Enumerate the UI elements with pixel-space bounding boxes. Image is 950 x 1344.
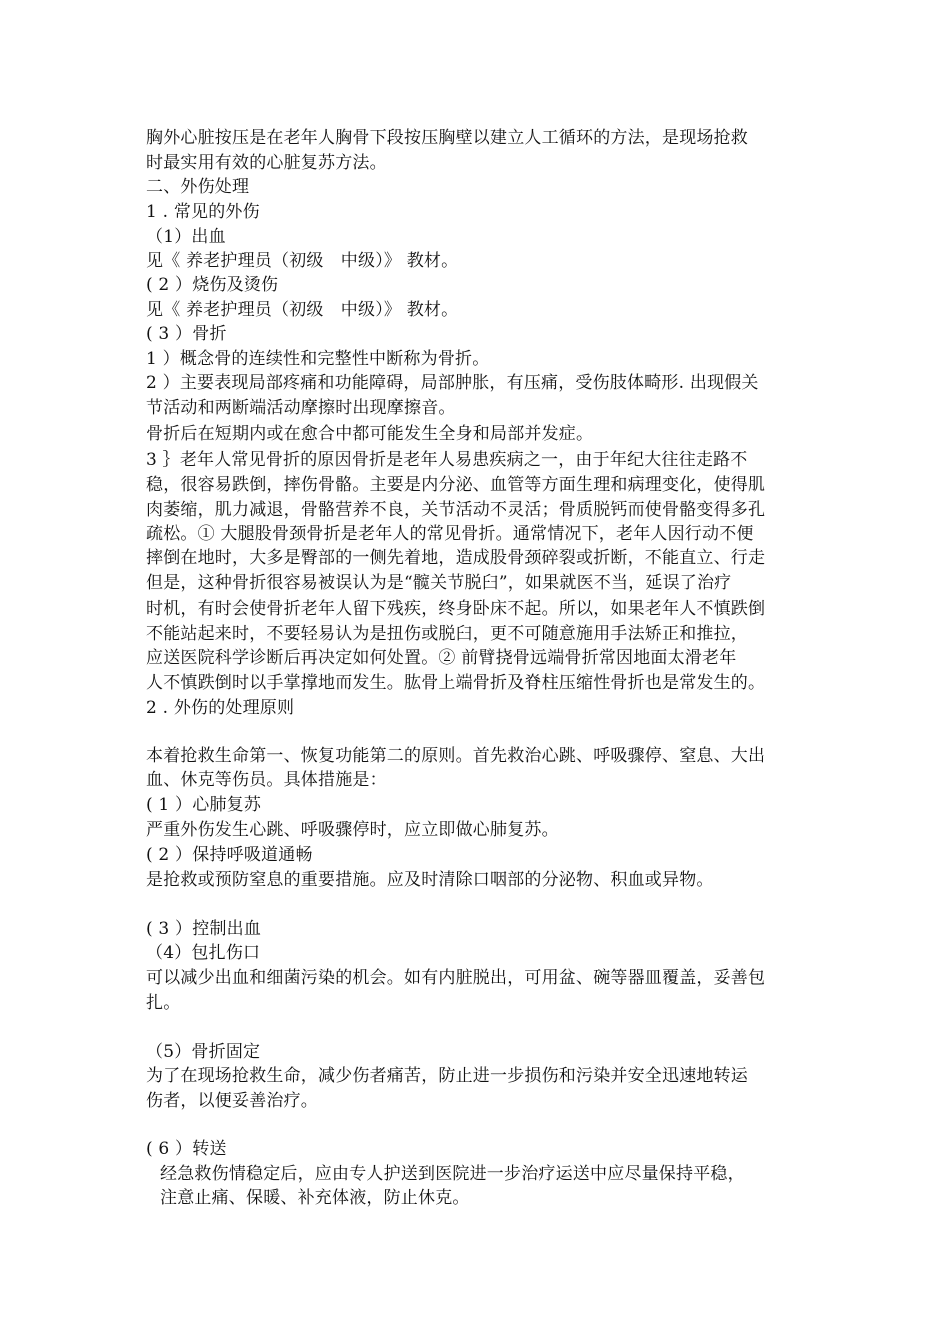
text-line: 肉萎缩，肌力减退，骨骼营养不良，关节活动不灵活；骨质脱钙而使骨骼变得多孔: [146, 500, 766, 520]
item-heading: ( 2 ）保持呼吸道通畅: [146, 845, 313, 865]
text-line: 疏松。① 大腿股骨颈骨折是老年人的常见骨折。通常情况下，老年人因行动不便: [146, 524, 754, 544]
subsection-heading: 1 . 常见的外伤: [146, 202, 260, 222]
text-line: 血、休克等伤员。具体措施是：: [146, 770, 387, 790]
text-line: 注意止痛、保暖、补充体液，防止休克。: [160, 1188, 470, 1208]
text-line: 扎。: [146, 993, 181, 1013]
text-line: 胸外心脏按压是在老年人胸骨下段按压胸壁以建立人工循环的方法，是现场抢救: [146, 128, 748, 148]
text-line: 稳，很容易跌倒，摔伤骨骼。主要是内分泌、血管等方面生理和病理变化，使得肌: [146, 475, 766, 495]
subsection-heading: 2 . 外伤的处理原则: [146, 698, 295, 718]
item-heading: （4）包扎伤口: [146, 943, 261, 963]
text-line: 经急救伤情稳定后，应由专人护送到医院进一步治疗运送中应尽量保持平稳，: [160, 1164, 745, 1184]
item-heading: ( 6 ）转送: [146, 1139, 227, 1159]
text-line: 节活动和两断端活动摩擦时出现摩擦音。: [146, 398, 456, 418]
text-line: 应送医院科学诊断后再决定如何处置。② 前臂挠骨远端骨折常因地面太滑老年: [146, 648, 737, 668]
text-line: 本着抢救生命第一、恢复功能第二的原则。首先救治心跳、呼吸骤停、窒息、大出: [146, 746, 766, 766]
item-heading: ( 3 ）骨折: [146, 324, 227, 344]
text-line: 人不慎跌倒时以手掌撑地而发生。肱骨上端骨折及脊柱压缩性骨折也是常发生的。: [146, 673, 766, 693]
text-line: 可以减少出血和细菌污染的机会。如有内脏脱出，可用盆、碗等器皿覆盖，妥善包: [146, 968, 766, 988]
text-line: 是抢救或预防窒息的重要措施。应及时清除口咽部的分泌物、积血或异物。: [146, 870, 714, 890]
text-line: 伤者，以便妥善治疗。: [146, 1091, 318, 1111]
text-line: 摔倒在地时，大多是臀部的一侧先着地，造成股骨颈碎裂或折断，不能直立、行走: [146, 548, 766, 568]
item-heading: （1）出血: [146, 227, 226, 247]
item-heading: ( 2 ）烧伤及烫伤: [146, 275, 279, 295]
text-line: 为了在现场抢救生命，减少伤者痛苦，防止进一步损伤和污染并安全迅速地转运: [146, 1066, 748, 1086]
text-line: 不能站起来时，不要轻易认为是扭伤或脱臼，更不可随意施用手法矫正和推拉，: [146, 624, 748, 644]
text-line: 2 ）主要表现局部疼痛和功能障碍，局部肿胀，有压痛，受伤肢体畸形. 出现假关: [146, 373, 759, 393]
item-heading: ( 3 ）控制出血: [146, 919, 262, 939]
text-line: 3 ｝老年人常见骨折的原因骨折是老年人易患疾病之一，由于年纪大往往走路不: [146, 450, 748, 470]
text-line: 时机，有时会使骨折老年人留下残疾，终身卧床不起。所以，如果老年人不慎跌倒: [146, 599, 766, 619]
text-line: 见《 养老护理员（初级 中级）》 教材。: [146, 300, 459, 320]
text-line: 时最实用有效的心脏复苏方法。: [146, 153, 387, 173]
text-line: 骨折后在短期内或在愈合中都可能发生全身和局部并发症。: [146, 424, 594, 444]
section-heading: 二、外伤处理: [146, 177, 250, 197]
text-line: 1 ）概念骨的连续性和完整性中断称为骨折。: [146, 349, 490, 369]
item-heading: ( 1 ）心肺复苏: [146, 795, 262, 815]
text-line: 见《 养老护理员（初级 中级）》 教材。: [146, 251, 459, 271]
text-line: 严重外伤发生心跳、呼吸骤停时，应立即做心肺复苏。: [146, 820, 559, 840]
text-line: 但是，这种骨折很容易被误认为是“髋关节脱臼”，如果就医不当，延误了治疗: [146, 573, 732, 593]
item-heading: （5）骨折固定: [146, 1042, 261, 1062]
